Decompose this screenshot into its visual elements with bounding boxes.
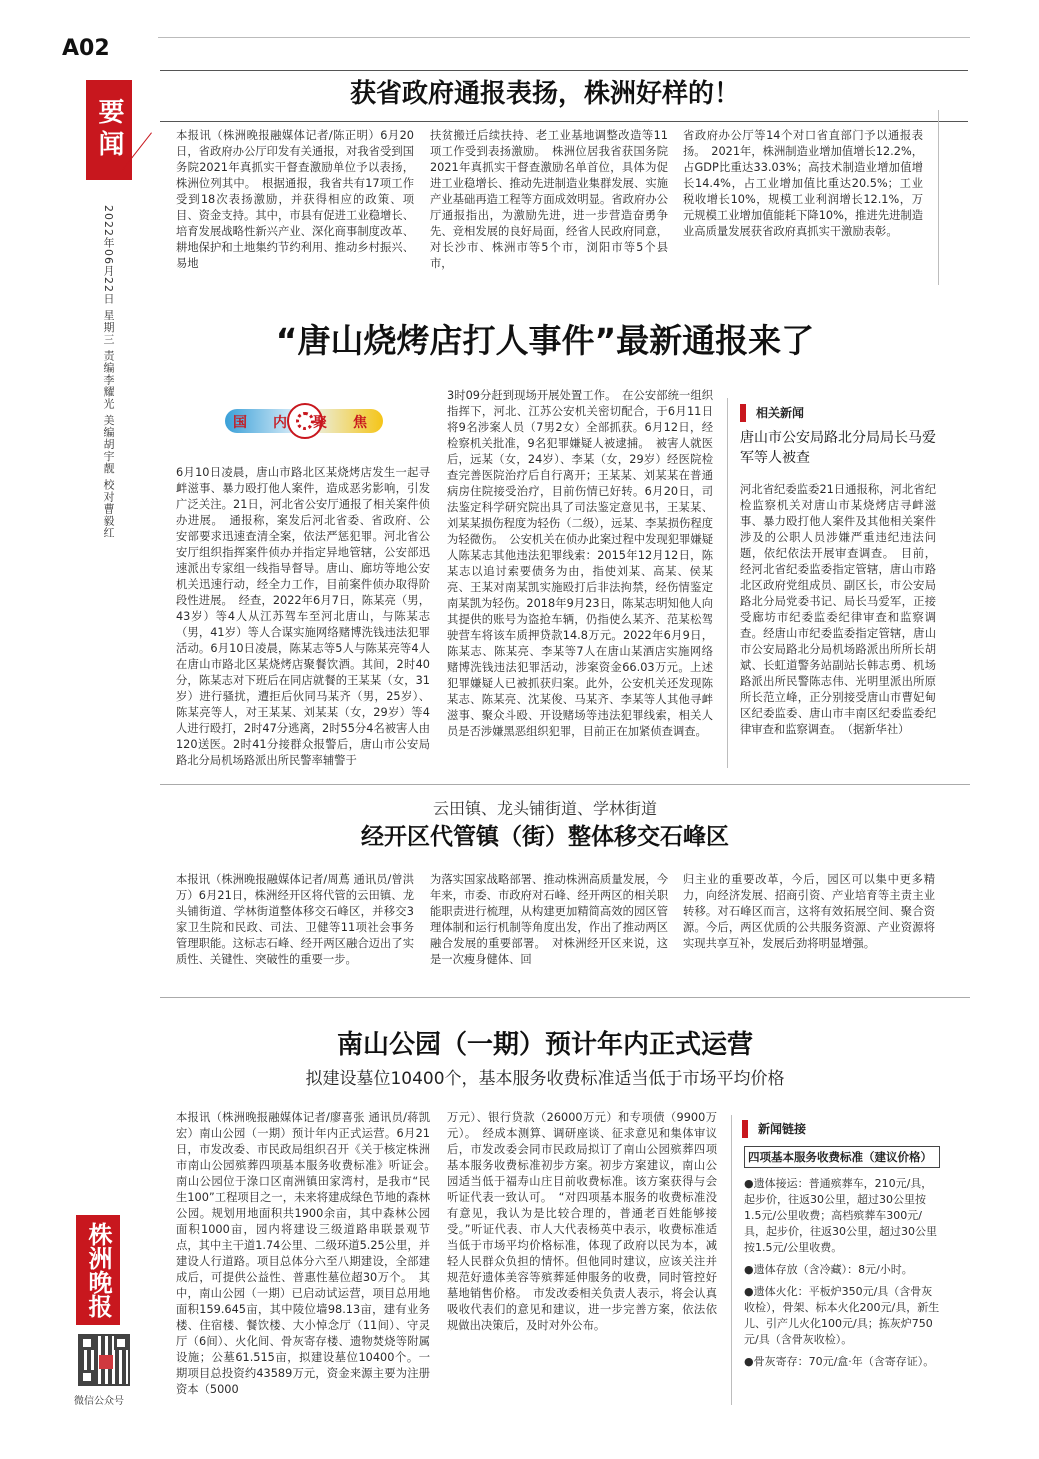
article3-col2: 为落实国家战略部署、推动株洲高质量发展，今年来，市委、市政府对石峰、经开两区的相关职能职责进行梳理，从构建更加精简高效的园区管理体制和运行机制等角度出发，作出了推动两区融合发展的重要部署。 对株洲经开区来说，这是一次瘦身健体、回 [430, 873, 668, 966]
rule-3-4 [160, 997, 970, 998]
article3-title: 经开区代管镇（街）整体移交石峰区 [361, 824, 729, 850]
article4-col1: 本报讯（株洲晚报融媒体记者/廖喜张 通讯员/蒋凯宏）南山公园（一期）预计年内正式运营。6月21日，市发改委、市民政局组织召开《关于核定株洲市南山公园殡葬四项基本服务收费标准》听证会。 南山公园位于淥口区南洲镇田家湾村，是我市“民生100”工程项目之一，未来将建成绿色节地的森林公园。规划用地面积共1900余亩，其中森林公园面积1000亩，园内将建设三级道路串联景观节点，其中主干道1.74公里、二级环道5.25公里，并建设人行道路。项目总体分六至八期建设，全部建成后，可提供公益性、普惠性墓位超30万个。 其中，南山公园（一期）已启动试运营，项目总用地面积159.645亩，其中陵位墙98.13亩，建有业务楼、住宿楼、餐饮楼、大小悼念厅（11间）、守灵厅（6间）、火化间、骨灰寄存楼、遗物焚烧等附属设施；公墓61.515亩，拟建设墓位10400个。一期项目总投资约43589万元，资金来源主要为注册资本（5000 [176, 1111, 442, 1396]
fee-item: ●骨灰寄存：70元/盒·年（含寄存证）。 [744, 1355, 935, 1368]
article1-col2: 扶贫搬迁后续扶持、老工业基地调整改造等11项工作受到表扬激励。 株洲位居我省获国务院2021年真抓实干督查激励名单首位，具体为促进工业稳增长、推动先进制造业集群发展、实施产业基础再造工程等方面成效明显。省政府办公厅通报指出，为激励先进，进一步营造奋勇争先、竞相发展的良好局面，经省人民政府同意，对长沙市、株洲市等5个市，浏阳市等5个县市， [430, 129, 668, 270]
article4-title: 南山公园（一期）预计年内正式运营 [336, 1030, 753, 1060]
qr-code [78, 1334, 130, 1386]
related-tag-label: 相关新闻 [756, 406, 805, 420]
qr-caption: 微信公众号 [74, 1396, 124, 1407]
article3-col1: 本报讯（株洲晚报融媒体记者/周蔦 通讯员/曾洪万）6月21日，株洲经开区将代管的云田镇、龙头铺街道、学林街道整体移交石峰区，并移交3家卫生院和民政、司法、卫健等11项社会事务管理职能。这标志石峰、经开两区融合迈出了实质性、关键性、突破性的重要一步。 [176, 873, 414, 966]
fee-standard-box [744, 1146, 940, 1404]
fee-item: ●遗体接运：普通殡葬车，210元/具，起步价，往返30公里，超过30公里按1.5元/公里收费；高档殡葬车300元/具，起步价，往返30公里，超过30公里按1.5元/公里收费。 [744, 1177, 937, 1254]
article2-title: “唐山烧烤店打人事件”最新通报来了 [275, 321, 815, 360]
article1-col1: 本报讯（株洲晚报融媒体记者/陈正明）6月20日，省政府办公厅印发有关通报，对我省受到国务院2021年真抓实干督查激励单位予以表扬，株洲位列其中。 根据通报，我省共有17项工作受到18次表扬激励，并获得相应的政策、项目、资金支持。其中，市县有促进工业稳增长、培育发展战略性新兴产业、深化商事制度改革、耕地保护和土地集约节约利用、推动乡村振兴、易地 [176, 129, 414, 270]
masthead-logo: 株洲晚报 [76, 1215, 120, 1325]
article4-subtitle: 拟建设墓位10400个，基本服务收费标准适当低于市场平均价格 [305, 1069, 785, 1089]
article4-sidebar-divider [731, 1115, 732, 1405]
section-label: 要闻 [86, 80, 132, 180]
news-link-tag-label: 新闻链接 [758, 1122, 807, 1136]
article1-right-border [938, 110, 939, 285]
fee-standard-title: 四项基本服务收费标准（建议价格） [744, 1146, 940, 1168]
page-number: A02 [62, 36, 110, 61]
news-link-tag [742, 1120, 806, 1138]
article3-col3: 归主业的重要改革，今后，园区可以集中更多精力，向经济发展、招商引资、产业培育等主责主业转移。对石峰区而言，这将有效拓展空间、聚合资源。今后，两区优质的公共服务资源、产业资源将实现共享互补，发展后劲将明显增强。 [683, 873, 935, 950]
top-rule [158, 37, 970, 38]
article2-badge-text: 国内聚焦 [233, 415, 393, 431]
fee-item: ●遗体火化：平板炉350元/具（含骨灰收检），骨架、标本火化200元/具，新生儿、引产儿火化100元/具；拣灰炉750元/具（含骨灰收检）。 [744, 1285, 940, 1346]
related-tag [740, 404, 804, 422]
related-body: 河北省纪委监委21日通报称，河北省纪检监察机关对唐山市某烧烤店寻衅滋事、暴力殴打他人案件及其他相关案件涉及的公职人员涉嫌严重违纪违法问题，依纪依法开展审查调查。 目前，经河北省纪委监委指定管辖，唐山市路北区政府党组成员、副区长，市公安局路北分局党委书记、局长马爱军，正接受廊坊市纪委监委纪律审查和监察调查。经唐山市纪委监委指定管辖，唐山市公安局路北分局机场路派出所所长胡斌、长虹道警务站副站长韩志勇、机场路派出所民警陈志伟、光明里派出所原所长范立峰，正分别接受唐山市曹妃甸区纪委监委、唐山市丰南区纪委监委纪律审查和监察调查。 （据新华社） [740, 483, 936, 736]
article3-kicker: 云田镇、龙头铺街道、学林街道 [432, 799, 657, 818]
article2-col2: 3时09分赶到现场开展处置工作。 在公安部统一组织指挥下，河北、江苏公安机关密切配合，于6月11日将9名涉案人员（7男2女）全部抓获。6月12日，经检察机关批准，9名犯罪嫌疑人被逮捕。 被害人就医后，远某（女，24岁）、李某（女，29岁）经医院检查完善医院治疗后自行离开；王某某、刘某某在普通病房住院接受治疗，目前伤情已好转。6月20日，司法鉴定科学研究院出具了司法鉴定意见书，王某某、刘某某损伤程度为轻伤（二级），远某、李某损伤程度为轻微伤。 公安机关在侦办此案过程中发现犯罪嫌疑人陈某志其他违法犯罪线索：2015年12月12日，陈某志以追讨索要债务为由，指使刘某、高某、侯某亮、王某对南某凯实施殴打后非法拘禁，经伤情鉴定南某凯为轻伤。2018年9月23日，陈某志明知他人向其提供的账号为盗抢车辆，仍指使么某齐、范某松驾驶营车将该车质押贷款14.8万元。2022年6月9日，陈某志、陈某亮、李某等7人在唐山某酒店实施网络赌博洗钱违法犯罪活动，涉案资金66.03万元。上述犯罪嫌疑人已被抓获归案。此外，公安机关还发现陈某志、陈某亮、沈某俊、马某齐、李某等人其他寻衅滋事、聚众斗殴、开设赌场等违法犯罪线索，相关人员是否涉嫌黑恶组织犯罪，目前正在加紧侦查调查。 [447, 389, 713, 738]
rule-2-3 [160, 784, 970, 785]
article1-title: 获省政府通报表扬，株洲好样的！ [300, 74, 790, 114]
fee-item: ●遗体存放（含冷藏）：8元/小时。 [744, 1263, 913, 1276]
related-subtitle: 唐山市公安局路北分局局长马爱军等人被查 [740, 430, 936, 466]
article2-col1: 6月10日凌晨，唐山市路北区某烧烤店发生一起寻衅滋事、暴力殴打他人案件，造成恶劣影响，引发广泛关注。21日，河北省公安厅通报了相关案件侦办进展。 通报称，案发后河北省委、省政府、公安部要求迅速查清全案，依法严惩犯罪。河北省公安厅组织指挥案件侦办并指定异地管辖，公安部迅速派出专家组一线指导督导。唐山、廊坊等地公安机关迅速行动，经全力工作，目前案件侦办取得阶段性进展。 经查，2022年6月7日，陈某亮（男，43岁）等4人从江苏驾车至河北唐山，与陈某志（男，41岁）等人合谋实施网络赌博洗钱违法犯罪活动。6月10日凌晨，陈某志等5人与陈某亮等4人在唐山市路北区某烧烤店聚餐饮酒。其间，2时40分，陈某志对下班后在同店就餐的王某某（女，31岁）进行骚扰，遭拒后伙同马某齐（男，25岁）、陈某亮等人，对王某某、刘某某（女，29岁）等4人进行殴打，2时47分逃离，2时55分4名被害人由120送医。2时41分接群众报警后，唐山市公安局路北分局机场路派出所民警率辅警于 [176, 466, 430, 767]
dateline: 2022年06月22日 星期三 责编李耀光 美编胡宇靓 校对曹毅红 [102, 205, 115, 539]
article4-col2: 万元）、银行贷款（26000万元）和专项债（9900万元）。 经成本测算、调研座谈、征求意见和集体审议后，市发改委会同市民政局拟订了南山公园殡葬四项基本服务收费标准初步方案。初步方案建议，南山公园适当低于福寿山庄目前收费标准。该方案获得与会听证代表一致认可。 “对四项基本服务的收费标准没有意见，我认为是比较合理的，普通老百姓能够接受。”听证代表、市人大代表杨英中表示，收费标准适当低于市场平均价格标准，体现了政府以民为本，减轻人民群众负担的情怀。但他同时建议，应该关注并规范好遗体美容等殡葬延伸服务的收费，同时管控好墓地销售价格。 市发改委相关负责人表示，将会认真吸收代表们的意见和建议，进一步完善方案，依法依规做出决策后，及时对外公布。 [447, 1111, 717, 1332]
article2-related-divider [727, 398, 728, 768]
article2-badge [225, 403, 393, 441]
article1-col3: 省政府办公厅等14个对口省直部门予以通报表扬。 2021年，株洲制造业增加值增长12.2%，占GDP比重达33.03%；高技术制造业增加值增长14.4%，占工业增加值比重达20.5%；工业税收增长10%，规模工业利润增长12.1%，万元规模工业增加值能耗下降10%，推进先进制造业高质量发展获省政府真抓实干激励表彰。 [683, 129, 923, 238]
